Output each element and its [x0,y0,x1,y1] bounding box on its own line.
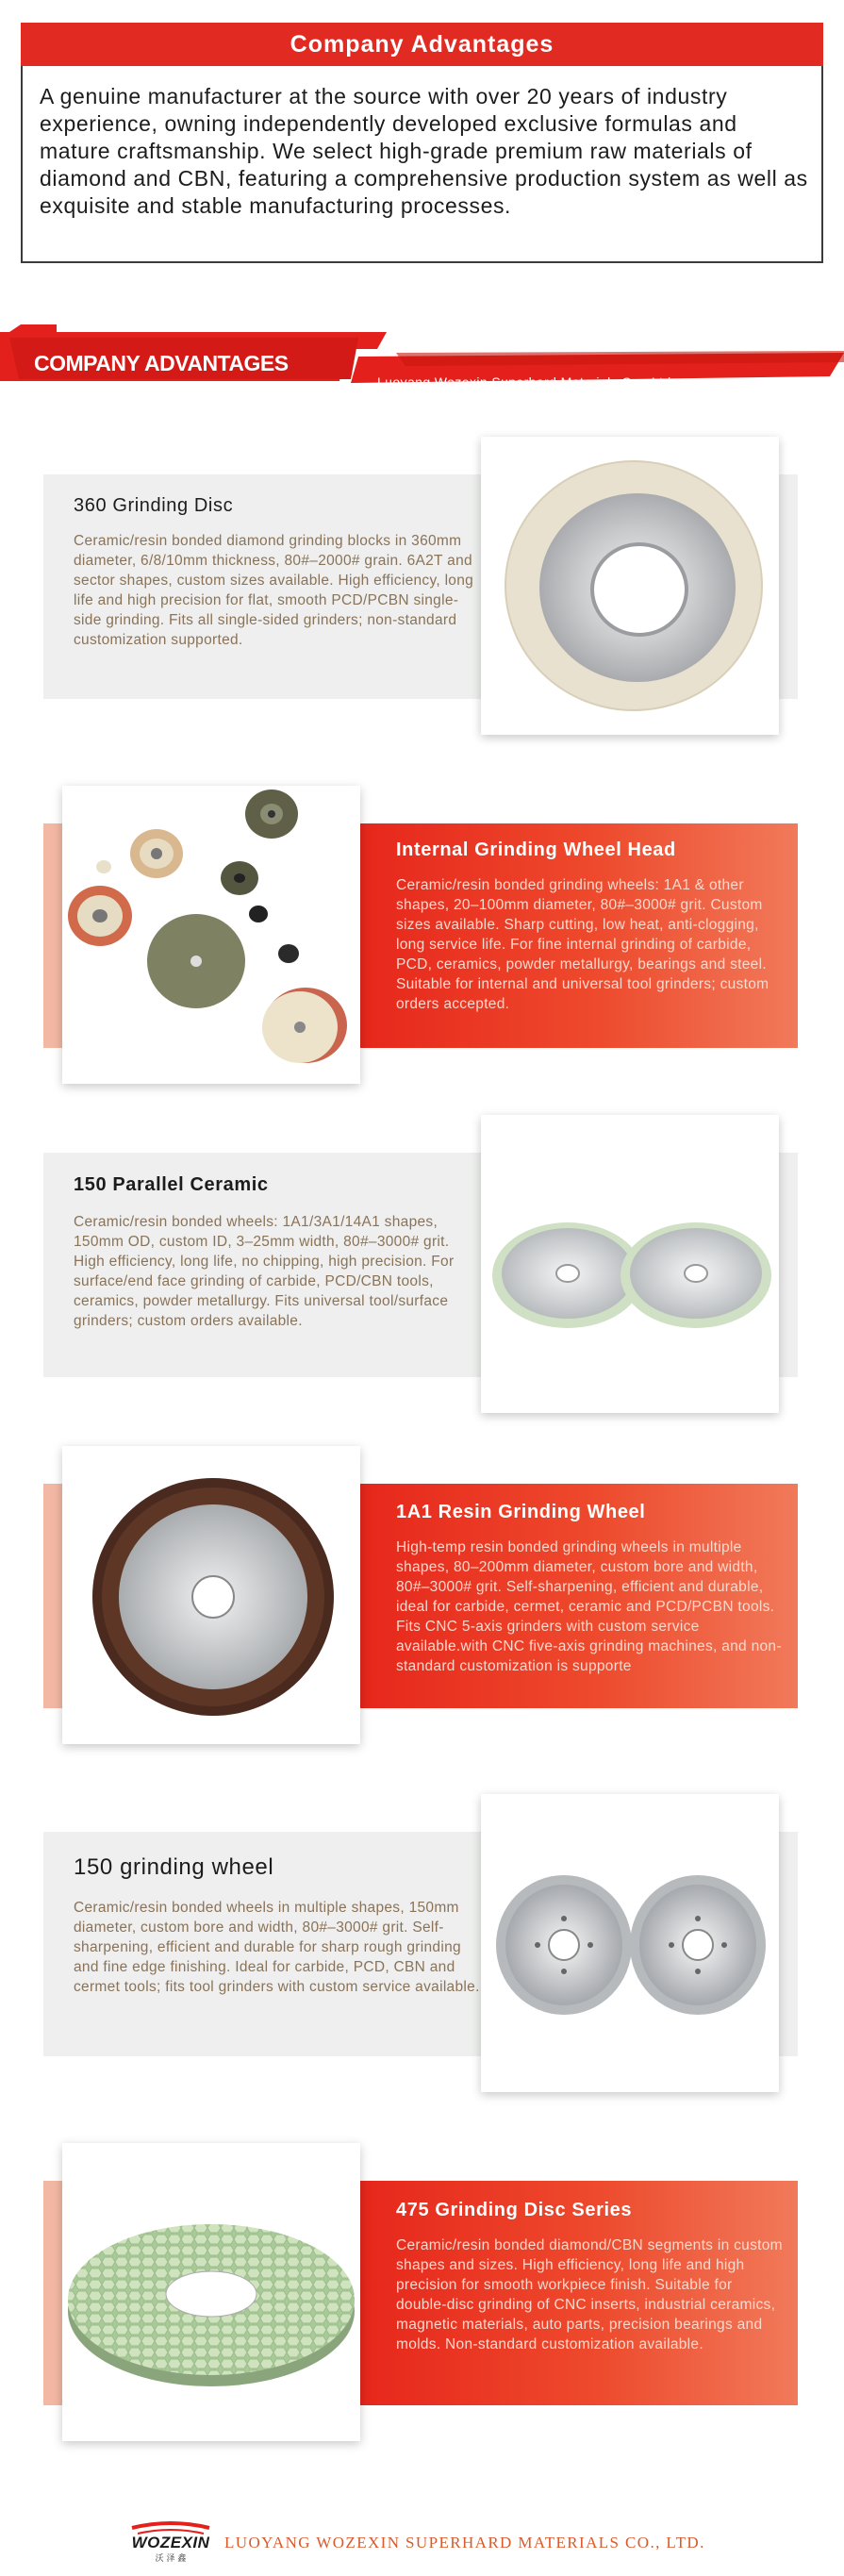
product-description: Ceramic/resin bonded diamond/CBN segments in custom shapes and sizes. High efficiency, long life and high precision for smooth workpiece finish. Suitable for double-disc grinding of CNC inserts, industrial ceramics, magnetic materials, auto parts, precision bearings and molds. Non-standard customization available. [396,2237,783,2352]
wozexin-logo [128,2520,213,2564]
advantages-header: Company Advantages [21,23,823,66]
product-image-internal-grinding-wheel-head [62,786,360,1084]
product-description: High-temp resin bonded grinding wheels in multiple shapes, 80–200mm diameter, custom bore and width, 80#–3000# grit. Self-sharpening, efficient and durable, ideal for carbide, cermet, ceramic and PCD/PCBN tools. Fits CNC 5-axis grinders with custom service available.with CNC five-axis grinding machines, and non-standard customization is supporte [396,1539,782,1674]
product-title: 150 grinding wheel [74,1854,274,1880]
product-description: Ceramic/resin bonded diamond grinding blocks in 360mm diameter, 6/8/10mm thickness, 80#–2000# grain. 6A2T and sector shapes, custom sizes available. High efficiency, long life and high precision for flat, smooth PCD/PCBN single-side grinding. Fits all single-sided grinders; non-standard customization supported. [74,533,474,648]
product-title: 475 Grinding Disc Series [396,2200,633,2220]
product-image-475-grinding-disc-series [62,2143,360,2441]
product-description: Ceramic/resin bonded wheels: 1A1/3A1/14A1 shapes, 150mm OD, custom ID, 3–25mm width, 80#–3000# grit. High efficiency, long life, no chipping, high precision. For surface/end face grinding of carbide, PCD/CBN tools, ceramics, powder metallurgy. Fits universal tool/surface grinders; custom orders available. [74,1214,455,1329]
product-image-1a1-resin-grinding-wheel [62,1446,360,1744]
product-title: 360 Grinding Disc [74,495,234,516]
advantages-text: A genuine manufacturer at the source with over 20 years of industry experience, owning independently developed exclusive formulas and mature craftsmanship. We select high-grade premium raw materials of diamond and CBN, featuring a comprehensive production system as well as exquisite and stable manufacturing processes. [40,84,808,218]
product-image-150-parallel-ceramic [481,1115,779,1413]
banner-company-name: Luoyang Wozexin Superhard Materials Co., Ltd. [377,374,675,390]
banner-title: COMPANY ADVANTAGES [34,351,289,375]
product-image-360-grinding-disc [481,437,779,735]
product-title: 1A1 Resin Grinding Wheel [396,1502,646,1522]
product-title: 150 Parallel Ceramic [74,1174,269,1195]
logo-subtext: 沃 泽 鑫 [155,2554,187,2564]
footer-company-name: LUOYANG WOZEXIN SUPERHARD MATERIALS CO., LTD. [224,2534,705,2551]
logo-wordmark: WOZEXIN [131,2534,210,2551]
product-description: Ceramic/resin bonded grinding wheels: 1A1 & other shapes, 20–100mm diameter, 80#–3000# grit. Custom sizes available. Sharp cutting, low heat, anti-clogging, long service life. For fine internal grinding of carbide, PCD, ceramics, powder metallurgy, bearings and steel. Suitable for internal and universal tool grinders; custom orders accepted. [396,877,770,1012]
product-title: Internal Grinding Wheel Head [396,839,676,860]
product-image-150-grinding-wheel [481,1794,779,2092]
product-description: Ceramic/resin bonded wheels in multiple shapes, 150mm diameter, custom bore and width, 80#–3000# grit. Self-sharpening, efficient and durable for sharp rough grinding and fine edge finishing. Ideal for carbide, PCD, CBN and cermet tools; fits tool grinders with custom service available. [74,1900,480,1995]
